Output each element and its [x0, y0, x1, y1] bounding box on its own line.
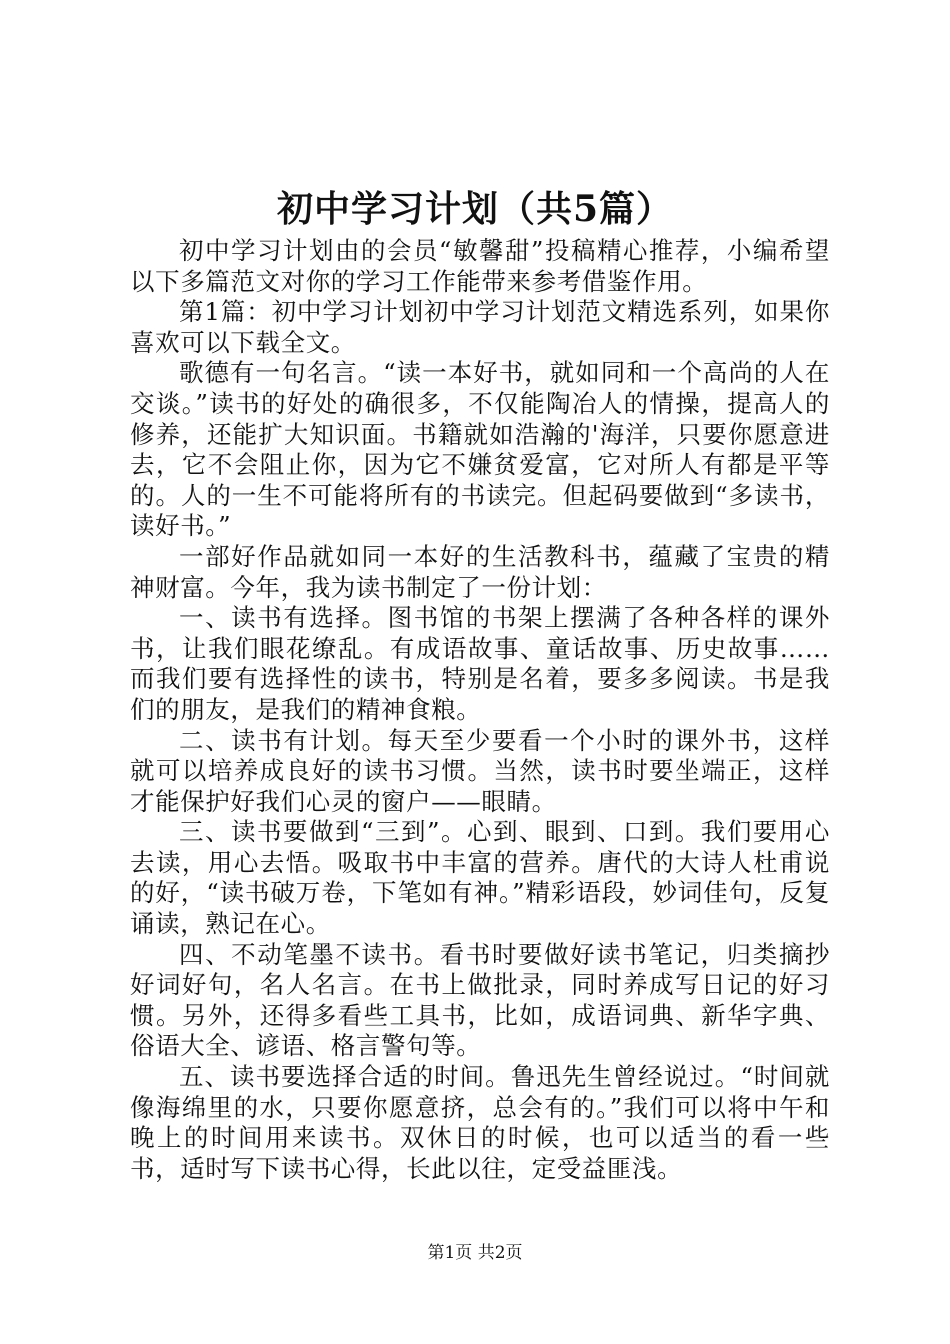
paragraph-point-1: 一、读书有选择。图书馆的书架上摆满了各种各样的课外书，让我们眼花缭乱。有成语故事、童话故事、历史故事……而我们要有选择性的读书，特别是名着，要多多阅读。书是我们的朋友，是我们的精神食粮。	[130, 603, 830, 724]
paragraph-plan-intro: 一部好作品就如同一本好的生活教科书，蕴藏了宝贵的精神财富。今年，我为读书制定了一份计划：	[130, 541, 830, 602]
document-body	[130, 236, 830, 1184]
paragraph-point-5: 五、读书要选择合适的时间。鲁迅先生曾经说过。“时间就像海绵里的水，只要你愿意挤，总会有的。”我们可以将中午和晚上的时间用来读书。双休日的时候，也可以适当的看一些书，适时写下读书心得，长此以往，定受益匪浅。	[130, 1062, 830, 1183]
paragraph-point-2: 二、读书有计划。每天至少要看一个小时的课外书，这样就可以培养成良好的读书习惯。当然，读书时要坐端正，这样才能保护好我们心灵的窗户——眼睛。	[130, 725, 830, 816]
page-number-footer: 第1页 共2页	[427, 1243, 523, 1263]
paragraph-point-4: 四、不动笔墨不读书。看书时要做好读书笔记，归类摘抄好词好句，名人名言。在书上做批录，同时养成写日记的好习惯。另外，还得多看些工具书，比如，成语词典、新华字典、俗语大全、谚语、格言警句等。	[130, 939, 830, 1061]
paragraph-intro: 初中学习计划由的会员“敏馨甜”投稿精心推荐，小编希望以下多篇范文对你的学习工作能带来参考借鉴作用。	[130, 236, 830, 296]
paragraph-point-3: 三、读书要做到“三到”。心到、眼到、口到。我们要用心去读，用心去悟。吸取书中丰富的营养。唐代的大诗人杜甫说的好，“读书破万卷，下笔如有神。”精彩语段，妙词佳句，反复诵读，熟记在心。	[130, 817, 830, 939]
paragraph-goethe-quote: 歌德有一句名言。“读一本好书，就如同和一个高尚的人在交谈。”读书的好处的确很多，不仅能陶冶人的情操，提高人的修养，还能扩大知识面。书籍就如浩瀚的'海洋，只要你愿意进去，它不会阻止你，因为它不嫌贫爱富，它对所人有都是平等的。人的一生不可能将所有的书读完。但起码要做到“多读书，读好书。”	[130, 358, 830, 541]
paragraph-part-1-heading: 第1篇：初中学习计划初中学习计划范文精选系列，如果你喜欢可以下载全文。	[130, 297, 830, 357]
document-title: 初中学习计划（共5篇）	[276, 188, 674, 230]
